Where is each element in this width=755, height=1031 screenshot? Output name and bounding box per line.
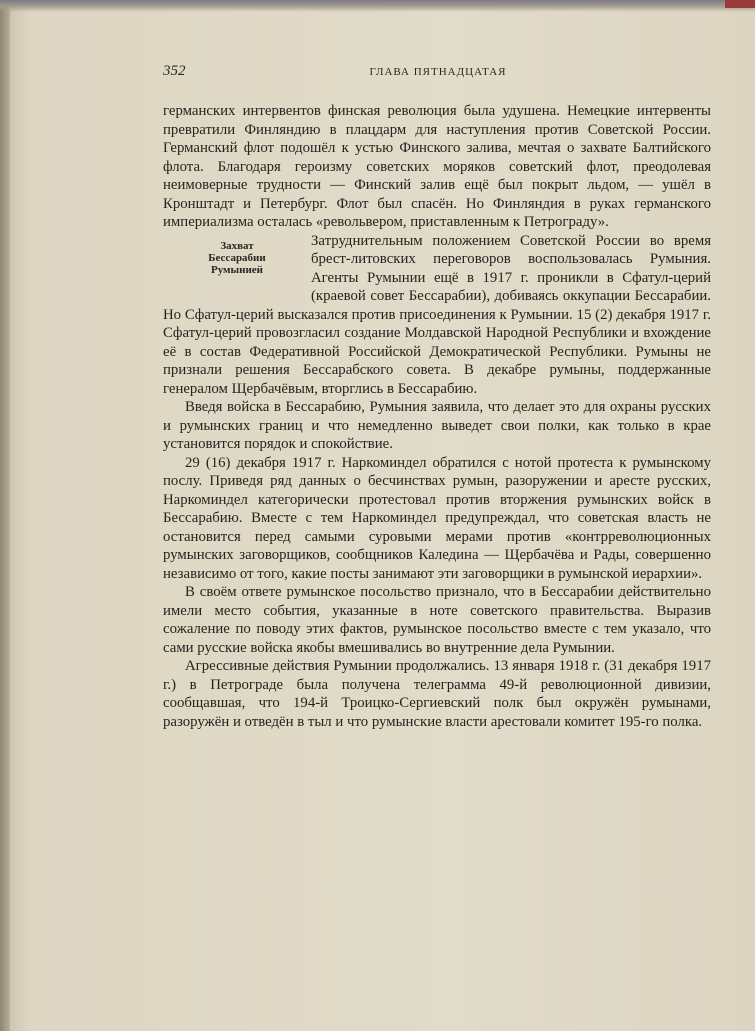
body-text [163,102,711,731]
paragraph: Введя войска в Бессарабию, Румыния заявила, что делает это для охраны русских и румынских границ и что немедленно выведет свои полки, как только в крае установится порядок и спокойствие. [163,399,711,452]
paragraph: Агрессивные действия Румынии продолжались. 13 января 1918 г. (31 декабря 1917 г.) в Петрограде была получена телеграмма 49-й революционной дивизии, сообщавшая, что 194-й Троицко-Сергиевский полк был окружён румынами, разоружён и отведён в тыл и что румынские власти арестовали комитет 195-го полка. [163,658,711,730]
running-head [163,63,713,85]
margin-heading-line: Захват [220,239,254,252]
page-top-edge [0,0,755,12]
margin-heading [163,232,311,306]
page-number: 352 [163,63,186,79]
page-corner-mark [725,0,755,8]
margin-heading-line: Бессарабии [208,251,266,264]
paragraph: В своём ответе румынское посольство признало, что в Бессарабии действительно имели место события, указанные в ноте советского правительства. Выразив сожаление по поводу этих фактов, румынское посольство вместе с тем указало, что сами русские войска якобы вмешивались во внутренние дела Румынии. [163,584,711,656]
margin-heading-line: Румынией [210,263,264,276]
paragraph: Затруднительным положением Советской России во время брест-литовских переговоров воспользовалась Румыния. Агенты Румынии ещё в 1917 г. проникли в Сфатул-церий (краевой совет Бессарабии), добиваясь оккупации Бессарабии. Но Сфатул-церий высказался против присоединения к Румынии. 15 (2) декабря 1917 г. Сфатул-церий провозгласил создание Молдавской Народной Республики и вхождение её в состав Федеративной Российской Демократической Республики. Румыны не признали решения Бессарабского совета. В декабре румыны, поддержанные генералом Щербачёвым, вторглись в Бессарабию. [163,232,711,397]
paragraph: 29 (16) декабря 1917 г. Наркоминдел обратился с нотой протеста к румынскому послу. Приведя ряд данных о бесчинствах румын, разоружении и аресте русских, Наркоминдел категорически протестовал против вторжения румынских войск в Бессарабию. Вместе с тем Наркоминдел предупреждал, что советская власть не остановится перед самыми суровыми мерами против «контрреволюционных румынских заговорщиков, сообщников Каледина — Щербачёва и Рады, совершенно независимо от того, какие посты занимают эти заговорщики в румынской иерархии». [163,454,711,582]
chapter-title: ГЛАВА ПЯТНАДЦАТАЯ [369,66,507,78]
paragraph: германских интервентов финская революция была удушена. Немецкие интервенты превратили Финляндию в плацдарм для наступления против Советской России. Германский флот подошёл к устью Финского залива, мечтая о захвате Балтийского флота. Благодаря героизму советских моряков советский флот, преодолевая неимоверные трудности — Финский залив ещё был покрыт льдом, — ушёл в Кронштадт и Петербург. Флот был спасён. Но Финляндия в руках германского империализма осталась «револьвером, приставленным к Петрограду». [163,103,711,230]
book-spine [0,0,10,1031]
